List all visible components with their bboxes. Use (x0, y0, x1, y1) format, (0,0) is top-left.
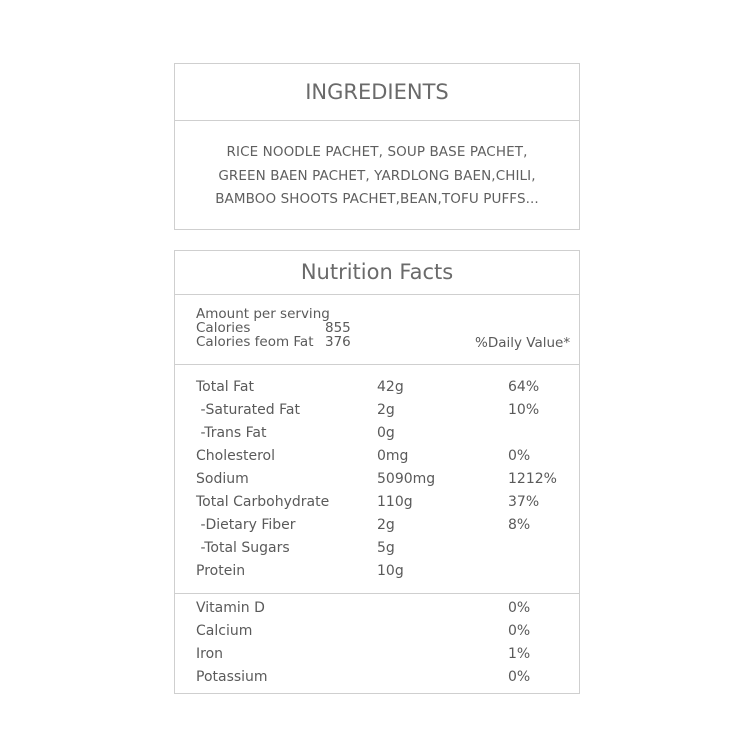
nutrient-rows (175, 365, 579, 594)
nutrient-name: Protein (196, 563, 246, 579)
nutrient-amount: 0g (377, 425, 395, 441)
vitamin-daily-value: 0% (508, 669, 531, 685)
vitamin-row (175, 643, 579, 666)
nutrient-daily-value: 10% (508, 402, 540, 418)
nutrient-row (175, 399, 579, 422)
nutrient-daily-value: 64% (508, 379, 540, 395)
nutrient-row (175, 445, 579, 468)
nutrient-name: -Total Sugars (196, 540, 290, 556)
nutrient-name: Total Carbohydrate (196, 494, 330, 510)
nutrient-amount: 110g (377, 494, 413, 510)
calories-label: Calories (196, 320, 251, 336)
nutrient-daily-value: 8% (508, 517, 531, 533)
vitamin-row (175, 597, 579, 620)
nutrient-row (175, 468, 579, 491)
nutrient-row (175, 560, 579, 583)
vitamin-daily-value: 0% (508, 623, 531, 639)
nutrient-row (175, 422, 579, 445)
ingredients-list (175, 121, 579, 212)
vitamin-name: Vitamin D (196, 600, 265, 616)
vitamin-name: Potassium (196, 669, 268, 685)
nutrient-name: -Trans Fat (196, 425, 267, 441)
nutrition-facts-panel (174, 250, 580, 694)
ingredients-line: RICE NOODLE PACHET, SOUP BASE PACHET, (226, 144, 528, 160)
nutrient-amount: 0mg (377, 448, 409, 464)
nutrient-amount: 5090mg (377, 471, 436, 487)
nutrient-name: -Saturated Fat (196, 402, 300, 418)
nutrient-name: Sodium (196, 471, 249, 487)
vitamin-row (175, 666, 579, 689)
nutrient-row (175, 514, 579, 537)
nutrient-row (175, 491, 579, 514)
vitamin-daily-value: 0% (508, 600, 531, 616)
daily-value-header: %Daily Value* (475, 335, 571, 351)
calories-value: 855 (325, 320, 351, 336)
nutrient-name: Total Fat (196, 379, 254, 395)
vitamin-mineral-rows (175, 594, 579, 694)
ingredients-panel (174, 63, 580, 230)
serving-summary (175, 295, 579, 365)
vitamin-name: Calcium (196, 623, 253, 639)
nutrient-amount: 10g (377, 563, 404, 579)
vitamin-row (175, 620, 579, 643)
ingredients-line: GREEN BAEN PACHET, YARDLONG BAEN,CHILI, (218, 167, 536, 184)
nutrient-name: -Dietary Fiber (196, 517, 296, 533)
nutrient-daily-value: 37% (508, 494, 540, 510)
nutrient-amount: 2g (377, 517, 395, 533)
nutrient-daily-value: 0% (508, 448, 531, 464)
nutrient-row (175, 537, 579, 560)
nutrient-amount: 42g (377, 379, 404, 395)
nutrient-name: Cholesterol (196, 448, 276, 464)
ingredients-title: INGREDIENTS (175, 64, 579, 121)
calories-from-fat-value: 376 (325, 334, 351, 350)
nutrient-amount: 5g (377, 540, 395, 556)
amount-per-serving-label: Amount per serving (196, 306, 330, 322)
nutrient-row (175, 376, 579, 399)
nutrient-daily-value: 1212% (508, 471, 557, 487)
vitamin-daily-value: 1% (508, 646, 531, 662)
calories-from-fat-label: Calories feom Fat (196, 334, 314, 350)
nutrition-title: Nutrition Facts (175, 251, 579, 295)
vitamin-name: Iron (196, 646, 224, 662)
nutrient-amount: 2g (377, 402, 395, 418)
ingredients-line: BAMBOO SHOOTS PACHET,BEAN,TOFU PUFFS... (215, 191, 539, 207)
